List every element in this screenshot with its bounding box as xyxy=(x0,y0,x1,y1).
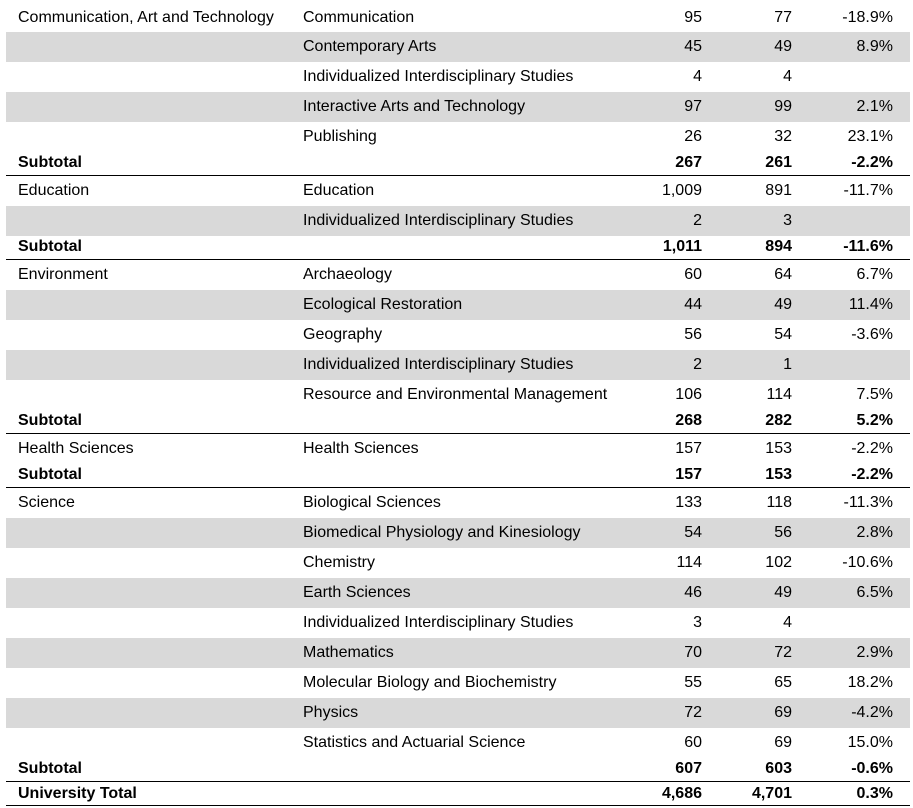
program-name: Biomedical Physiology and Kinesiology xyxy=(303,524,581,541)
subtotal-year-2: 603 xyxy=(765,760,792,777)
program-name: Archaeology xyxy=(303,266,392,283)
percent-change: 11.4% xyxy=(848,296,893,313)
percent-change xyxy=(792,608,893,638)
value-year-1: 54 xyxy=(684,524,702,541)
faculty-name xyxy=(6,518,291,548)
faculty-name xyxy=(6,206,291,236)
percent-change: -18.9% xyxy=(842,9,893,26)
subtotal-year-1: 157 xyxy=(675,466,702,483)
faculty-name xyxy=(6,638,291,668)
table-row xyxy=(6,434,910,464)
university-total-row xyxy=(6,782,910,806)
value-year-2: 64 xyxy=(774,266,792,283)
table-row xyxy=(6,548,910,578)
value-year-1: 95 xyxy=(684,9,702,26)
subtotal-year-1: 267 xyxy=(675,154,702,171)
value-year-2: 49 xyxy=(774,38,792,55)
value-year-2: 1 xyxy=(783,356,792,373)
value-year-1: 56 xyxy=(684,326,702,343)
faculty-name xyxy=(6,728,291,758)
value-year-2: 49 xyxy=(774,584,792,601)
program-name: Contemporary Arts xyxy=(303,38,437,55)
table-row xyxy=(6,350,910,380)
percent-change: 6.7% xyxy=(856,266,893,283)
total-label: University Total xyxy=(18,785,137,802)
subtotal-year-1: 607 xyxy=(675,760,702,777)
faculty-name xyxy=(6,668,291,698)
value-year-1: 106 xyxy=(675,386,702,403)
percent-change xyxy=(792,350,893,380)
value-year-1: 46 xyxy=(684,584,702,601)
program-name: Individualized Interdisciplinary Studies xyxy=(303,68,574,85)
table-row xyxy=(6,380,910,410)
value-year-2: 65 xyxy=(774,674,792,691)
table-row xyxy=(6,92,910,122)
table-row xyxy=(6,668,910,698)
subtotal-row xyxy=(6,236,910,260)
faculty-name xyxy=(6,698,291,728)
subtotal-row xyxy=(6,464,910,488)
value-year-2: 4 xyxy=(783,68,792,85)
value-year-2: 77 xyxy=(774,9,792,26)
faculty-name xyxy=(6,290,291,320)
percent-change: 8.9% xyxy=(856,38,893,55)
faculty-name xyxy=(6,380,291,410)
value-year-1: 44 xyxy=(684,296,702,313)
program-name: Biological Sciences xyxy=(303,494,441,511)
program-name: Interactive Arts and Technology xyxy=(303,98,526,115)
subtotal-year-2: 153 xyxy=(765,466,792,483)
percent-change: 2.9% xyxy=(856,644,893,661)
subtotal-label: Subtotal xyxy=(18,238,82,255)
empty-cell xyxy=(291,464,616,487)
value-year-1: 72 xyxy=(684,704,702,721)
faculty-name xyxy=(6,122,291,152)
value-year-2: 49 xyxy=(774,296,792,313)
value-year-2: 118 xyxy=(766,494,792,511)
program-name: Individualized Interdisciplinary Studies xyxy=(303,356,574,373)
total-year-2: 4,701 xyxy=(751,785,792,802)
program-name: Earth Sciences xyxy=(303,584,411,601)
subtotal-change: -0.6% xyxy=(851,760,893,777)
value-year-2: 3 xyxy=(783,212,792,229)
value-year-1: 26 xyxy=(684,128,702,145)
subtotal-change: -2.2% xyxy=(851,466,893,483)
table-row xyxy=(6,290,910,320)
empty-cell xyxy=(291,758,616,781)
percent-change: 23.1% xyxy=(847,128,893,145)
percent-change: -11.3% xyxy=(843,494,893,511)
value-year-2: 69 xyxy=(774,704,792,721)
value-year-1: 2 xyxy=(693,212,702,229)
table-row xyxy=(6,578,910,608)
table-row xyxy=(6,698,910,728)
faculty-name xyxy=(6,608,291,638)
table-row xyxy=(6,176,910,206)
table-row xyxy=(6,206,910,236)
program-name: Physics xyxy=(303,704,359,721)
table-row xyxy=(6,122,910,152)
program-name: Individualized Interdisciplinary Studies xyxy=(303,212,574,229)
percent-change: -3.6% xyxy=(851,326,893,343)
value-year-2: 891 xyxy=(765,182,792,199)
faculty-name xyxy=(6,350,291,380)
faculty-name: Science xyxy=(18,494,75,511)
subtotal-row xyxy=(6,152,910,176)
value-year-2: 69 xyxy=(774,734,792,751)
value-year-1: 60 xyxy=(684,266,702,283)
percent-change: -10.6% xyxy=(842,554,893,571)
table-row xyxy=(6,608,910,638)
value-year-2: 114 xyxy=(766,386,792,403)
subtotal-year-1: 1,011 xyxy=(662,238,702,255)
table-row xyxy=(6,320,910,350)
enrollment-table xyxy=(6,3,910,806)
value-year-1: 157 xyxy=(675,440,702,457)
faculty-name xyxy=(6,320,291,350)
table-row xyxy=(6,32,910,62)
faculty-name: Communication, Art and Technology xyxy=(18,9,274,26)
percent-change: 7.5% xyxy=(856,386,893,403)
faculty-name: Education xyxy=(18,182,90,199)
subtotal-change: 5.2% xyxy=(856,412,893,429)
program-name: Statistics and Actuarial Science xyxy=(303,734,526,751)
empty-cell xyxy=(291,410,616,433)
percent-change xyxy=(792,62,893,92)
faculty-name xyxy=(6,92,291,122)
subtotal-label: Subtotal xyxy=(18,154,82,171)
table-row xyxy=(6,260,910,290)
faculty-name xyxy=(6,548,291,578)
subtotal-change: -11.6% xyxy=(843,238,893,255)
percent-change: -4.2% xyxy=(851,704,893,721)
value-year-1: 3 xyxy=(693,614,702,631)
program-name: Education xyxy=(303,182,375,199)
value-year-2: 99 xyxy=(774,98,792,115)
faculty-name xyxy=(6,32,291,62)
faculty-name xyxy=(6,578,291,608)
subtotal-row xyxy=(6,410,910,434)
value-year-1: 4 xyxy=(693,68,702,85)
table-row xyxy=(6,62,910,92)
program-name: Geography xyxy=(303,326,383,343)
percent-change: 18.2% xyxy=(847,674,893,691)
program-name: Communication xyxy=(303,9,415,26)
table-row xyxy=(6,638,910,668)
value-year-1: 70 xyxy=(684,644,702,661)
program-name: Individualized Interdisciplinary Studies xyxy=(303,614,574,631)
value-year-2: 56 xyxy=(774,524,792,541)
program-name: Resource and Environmental Management xyxy=(303,386,608,403)
value-year-1: 45 xyxy=(684,38,702,55)
program-name: Ecological Restoration xyxy=(303,296,463,313)
faculty-name xyxy=(6,62,291,92)
subtotal-year-1: 268 xyxy=(675,412,702,429)
value-year-2: 102 xyxy=(765,554,792,571)
table-row xyxy=(6,488,910,518)
empty-cell xyxy=(291,236,616,259)
value-year-2: 153 xyxy=(765,440,792,457)
subtotal-label: Subtotal xyxy=(18,760,82,777)
total-year-1: 4,686 xyxy=(661,785,702,802)
value-year-1: 55 xyxy=(684,674,702,691)
subtotal-label: Subtotal xyxy=(18,412,82,429)
value-year-2: 72 xyxy=(774,644,792,661)
table-row xyxy=(6,518,910,548)
table-row xyxy=(6,728,910,758)
program-name: Chemistry xyxy=(303,554,376,571)
value-year-1: 97 xyxy=(684,98,702,115)
percent-change xyxy=(792,206,893,236)
value-year-1: 114 xyxy=(676,554,702,571)
percent-change: 2.8% xyxy=(856,524,893,541)
subtotal-row xyxy=(6,758,910,782)
value-year-1: 60 xyxy=(684,734,702,751)
value-year-1: 133 xyxy=(675,494,702,511)
value-year-1: 2 xyxy=(693,356,702,373)
faculty-name: Health Sciences xyxy=(18,440,134,457)
value-year-2: 32 xyxy=(774,128,792,145)
subtotal-label: Subtotal xyxy=(18,466,82,483)
percent-change: 2.1% xyxy=(856,98,893,115)
faculty-name: Environment xyxy=(18,266,108,283)
program-name: Health Sciences xyxy=(303,440,419,457)
subtotal-change: -2.2% xyxy=(851,154,893,171)
subtotal-year-2: 261 xyxy=(765,154,792,171)
program-name: Publishing xyxy=(303,128,377,145)
empty-cell xyxy=(291,152,616,175)
table-row xyxy=(6,3,910,32)
empty-cell xyxy=(291,782,616,805)
percent-change: 15.0% xyxy=(847,734,893,751)
subtotal-year-2: 282 xyxy=(765,412,792,429)
value-year-2: 4 xyxy=(783,614,792,631)
percent-change: -2.2% xyxy=(851,440,893,457)
subtotal-year-2: 894 xyxy=(765,238,792,255)
program-name: Molecular Biology and Biochemistry xyxy=(303,674,557,691)
value-year-1: 1,009 xyxy=(661,182,702,199)
percent-change: -11.7% xyxy=(843,182,893,199)
value-year-2: 54 xyxy=(774,326,792,343)
percent-change: 6.5% xyxy=(856,584,893,601)
total-change: 0.3% xyxy=(856,785,893,802)
program-name: Mathematics xyxy=(303,644,394,661)
